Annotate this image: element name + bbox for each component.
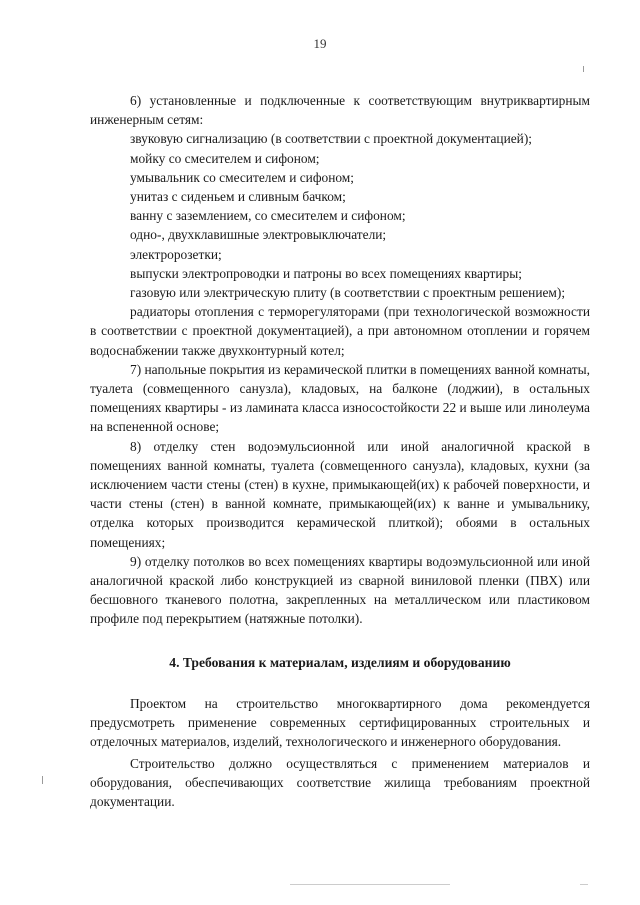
list-item: одно-, двухклавишные электровыключатели; bbox=[130, 227, 387, 243]
scan-artifact bbox=[580, 884, 588, 885]
scan-artifact bbox=[583, 66, 584, 72]
page-number: 19 bbox=[313, 36, 327, 51]
paragraph-item-7: 7) напольные покрытия из керамической плитки в помещениях ванной комнаты, туалета (совмещенного санузла), кладовых, на балконе (лоджии), в остальных помещениях квартиры - из ламината класса износостойкости 22 и выше или линолеума на вспененной основе; bbox=[90, 361, 590, 435]
list-item: газовую или электрическую плиту (в соответствии с проектным решением); bbox=[130, 285, 566, 301]
scan-artifact bbox=[290, 884, 450, 885]
paragraph-item-6: 6) установленные и подключенные к соответствующим внутриквартирным инженерным сетям: bbox=[90, 93, 590, 128]
list-item: ванну с заземлением, со смесителем и сифоном; bbox=[130, 208, 406, 224]
section-paragraph: Строительство должно осуществляться с применением материалов и оборудования, обеспечивающих соответствие жилища требованиям проектной документации. bbox=[90, 755, 590, 809]
list-item: умывальник со смесителем и сифоном; bbox=[130, 169, 354, 185]
list-item: радиаторы отопления с терморегуляторами (при технологической возможности в соответствии с проектной документацией), а при автономном отоплении и горячем водоснабжении также двухконтурный котел; bbox=[90, 304, 590, 358]
list-item: мойку со смесителем и сифоном; bbox=[130, 150, 320, 166]
scan-artifact bbox=[42, 776, 43, 784]
section-paragraph: Проектом на строительство многоквартирного дома рекомендуется предусмотреть применение современных сертифицированных строительных и отделочных материалов, изделий, технологического и инженерного оборудования. bbox=[90, 695, 590, 750]
paragraph-item-8: 8) отделку стен водоэмульсионной или иной аналогичной краской в помещениях ванной комнаты, туалета (совмещенного санузла), кладовых, кухни (за исключением части стены (стен) в кухне, примыкающей(их) к рабочей поверхности, и части стены (стен) в ванной комнате, примыкающей(их) к ванне и умывальнику, отделка которых производится керамической плиткой); обоями в остальных помещениях; bbox=[90, 438, 590, 550]
list-item: звуковую сигнализацию (в соответствии с проектной документацией); bbox=[130, 131, 533, 147]
document-body bbox=[90, 91, 590, 811]
list-item: унитаз с сиденьем и сливным бачком; bbox=[130, 189, 346, 205]
list-item: выпуски электропроводки и патроны во всех помещениях квартиры; bbox=[130, 265, 522, 281]
section-heading: 4. Требования к материалам, изделиям и оборудованию bbox=[169, 654, 511, 670]
list-item: электророзетки; bbox=[130, 246, 222, 262]
paragraph-item-9: 9) отделку потолков во всех помещениях квартиры водоэмульсионной или иной аналогичной краской либо конструкцией из сварной виниловой пленки (ПВХ) или бесшовного тканевого полотна, закрепленных на металлическом или пластиковом профиле под перекрытием (натяжные потолки). bbox=[90, 553, 590, 627]
